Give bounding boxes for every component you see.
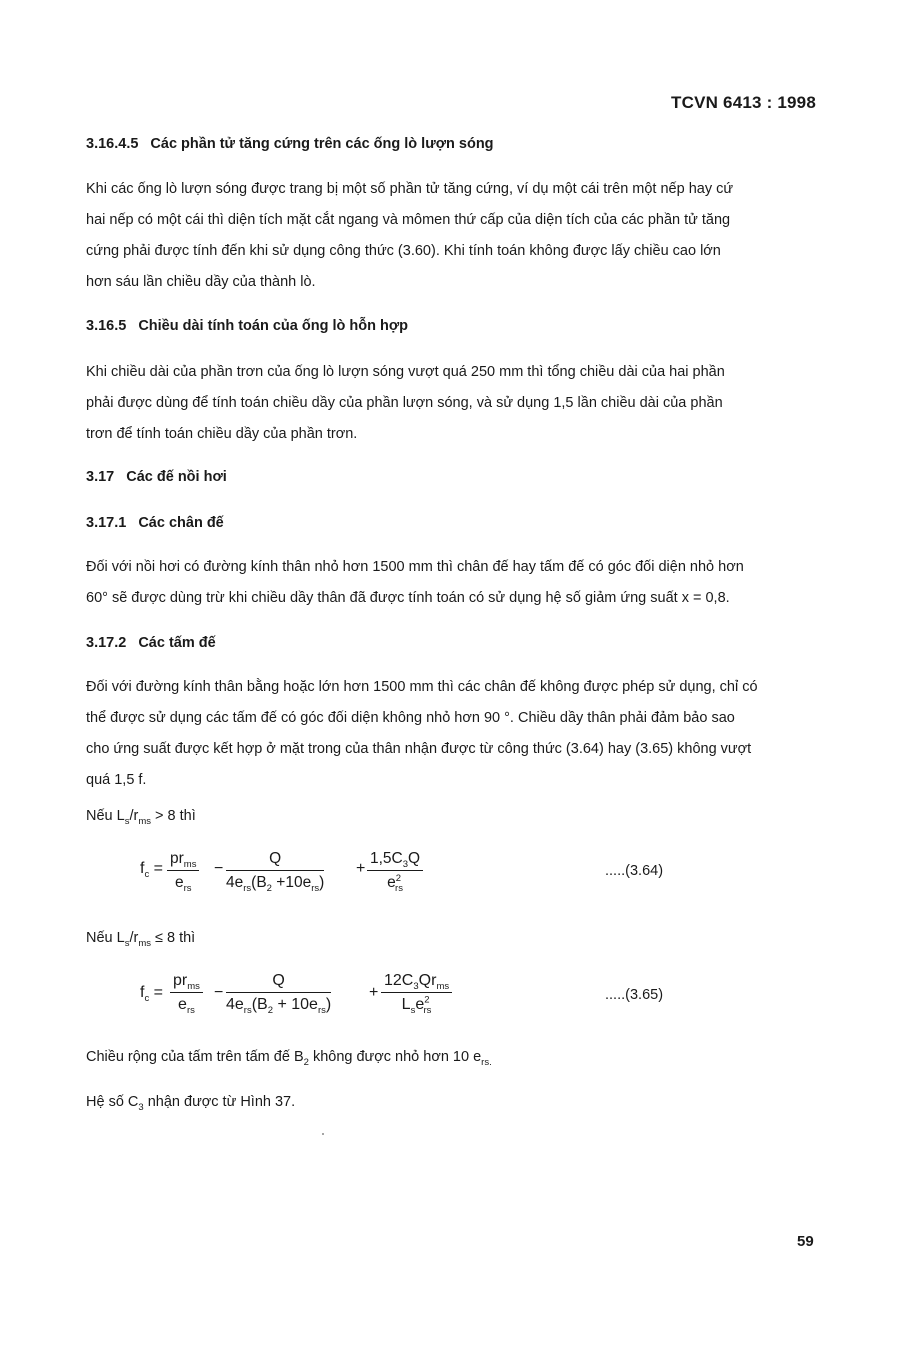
numerator: Q bbox=[226, 850, 324, 871]
subscript: 3 bbox=[402, 859, 409, 871]
numerator bbox=[170, 972, 203, 993]
paragraph-line: cứng phải được tính đến khi sử dụng công thức (3.60). Khi tính toán không được lấy chiều cao lớn bbox=[86, 243, 721, 259]
subscript: ms bbox=[138, 937, 151, 949]
symbol: 4e bbox=[226, 874, 244, 891]
subscript: s bbox=[124, 937, 130, 949]
denominator bbox=[170, 993, 203, 1017]
subscript: s bbox=[410, 1005, 416, 1017]
paragraph-line: Đối với nồi hơi có đường kính thân nhỏ hơn 1500 mm thì chân đế hay tấm đế có góc đối diện nhỏ hơn bbox=[86, 559, 744, 575]
note-text: nhận được từ Hình 37. bbox=[143, 1094, 296, 1110]
paragraph-line: hơn sáu lần chiều dầy của thành lò. bbox=[86, 274, 316, 290]
fraction-term-2 bbox=[226, 972, 332, 1017]
section-number: 3.16.4.5 bbox=[86, 136, 139, 152]
subscript: rs bbox=[395, 883, 403, 895]
subscript: ms bbox=[183, 859, 197, 871]
symbol: e bbox=[415, 996, 425, 1013]
paragraph-saddles bbox=[86, 552, 816, 614]
formula-lhs bbox=[140, 860, 163, 881]
condition-text: /r bbox=[129, 808, 139, 824]
equation-number: .....(3.65) bbox=[605, 987, 664, 1003]
section-heading-3-17-2 bbox=[86, 635, 216, 651]
paragraph-line: cho ứng suất được kết hợp ở mặt trong của thân nhận được từ công thức (3.64) hay (3.65) không vượt bbox=[86, 741, 752, 757]
subscript: 3 bbox=[138, 1101, 144, 1113]
paragraph-line: Đối với đường kính thân bằng hoặc lớn hơn 1500 mm thì các chân đế không được phép sử dụng, chỉ có bbox=[86, 679, 758, 695]
section-title: Chiều dài tính toán của ống lò hỗn hợp bbox=[138, 318, 409, 334]
section-title: Các tấm đế bbox=[138, 635, 216, 651]
section-number: 3.16.5 bbox=[86, 318, 127, 334]
symbol: Qr bbox=[418, 972, 437, 989]
subscript: rs. bbox=[481, 1056, 492, 1068]
section-heading-3-16-5 bbox=[86, 318, 408, 334]
symbol: L bbox=[401, 996, 411, 1013]
subscript: s bbox=[124, 815, 130, 827]
symbol: ) bbox=[325, 996, 332, 1013]
section-title: Các đế nồi hơi bbox=[126, 469, 227, 485]
section-title: Các phần tử tăng cứng trên các ống lò lượn sóng bbox=[150, 136, 494, 152]
symbol: +10e bbox=[271, 874, 312, 891]
subscript: ms bbox=[436, 981, 450, 993]
note-text: không được nhỏ hơn 10 e bbox=[308, 1049, 482, 1065]
numerator: Q bbox=[226, 972, 331, 993]
symbol: pr bbox=[173, 972, 188, 989]
note-plate-width bbox=[86, 1049, 492, 1068]
paragraph-line: Khi chiều dài của phần trơn của ống lò lượn sóng vượt quá 250 mm thì tổng chiều dài của hai phần bbox=[86, 364, 725, 380]
condition-text: > 8 thì bbox=[150, 808, 196, 824]
paragraph-support-plates bbox=[86, 672, 816, 796]
formula-lhs bbox=[140, 984, 163, 1005]
minus-sign: − bbox=[214, 984, 224, 1001]
section-heading-3-16-4-5 bbox=[86, 136, 494, 152]
denominator bbox=[226, 993, 332, 1017]
paragraph-stiffeners bbox=[86, 174, 816, 298]
equals-sign: = bbox=[153, 984, 163, 1001]
condition-le-8 bbox=[86, 930, 196, 949]
superscript: 2 bbox=[424, 994, 430, 1006]
symbol: ) bbox=[319, 874, 325, 891]
paragraph-line: trơn để tính toán chiều dầy của phần trơn. bbox=[86, 426, 358, 442]
subscript: ms bbox=[138, 815, 151, 827]
symbol: pr bbox=[170, 850, 184, 867]
symbol: 4e bbox=[226, 996, 244, 1013]
symbol: e bbox=[178, 996, 187, 1013]
symbol: + 10e bbox=[273, 996, 318, 1013]
condition-text: /r bbox=[129, 930, 139, 946]
subscript: ms bbox=[187, 981, 200, 993]
numerator bbox=[367, 850, 423, 871]
numerator bbox=[167, 850, 199, 871]
denominator bbox=[381, 993, 452, 1017]
section-heading-3-17-1 bbox=[86, 515, 224, 531]
fraction-term-1 bbox=[167, 850, 199, 895]
paragraph-combined-furnace bbox=[86, 357, 816, 450]
fraction-term-3 bbox=[381, 972, 452, 1017]
symbol: 1,5C bbox=[370, 850, 403, 867]
symbol: f bbox=[140, 860, 145, 877]
condition-text: ≤ 8 thì bbox=[150, 930, 196, 946]
paragraph-line: thể được sử dụng các tấm đế có góc đối diện không nhỏ hơn 90 °. Chiều dầy thân phải đảm bảo sao bbox=[86, 710, 735, 726]
equals-sign: = bbox=[153, 860, 163, 877]
subscript: 2 bbox=[303, 1056, 309, 1068]
paragraph-line: quá 1,5 f. bbox=[86, 772, 147, 788]
subscript: c bbox=[144, 869, 150, 881]
condition-text: Nếu L bbox=[86, 808, 125, 824]
subscript: rs bbox=[311, 883, 320, 895]
fraction-term-3 bbox=[367, 850, 423, 895]
condition-gt-8 bbox=[86, 808, 196, 827]
page-number: 59 bbox=[797, 1233, 814, 1250]
symbol: e bbox=[387, 874, 396, 891]
subscript: rs bbox=[186, 1005, 195, 1017]
section-heading-3-17 bbox=[86, 469, 227, 485]
superscript: 2 bbox=[395, 872, 402, 884]
symbol: (B bbox=[251, 874, 267, 891]
subscript: 2 bbox=[267, 1005, 274, 1017]
subscript: rs bbox=[423, 1005, 432, 1017]
paragraph-line: Khi các ống lò lượn sóng được trang bị một số phần tử tăng cứng, ví dụ một cái trên một nếp hay cứ bbox=[86, 181, 734, 197]
subscript: rs bbox=[243, 883, 252, 895]
paragraph-line: phải được dùng để tính toán chiều dầy của phần lượn sóng, và sử dụng 1,5 lần chiều dài của phần bbox=[86, 395, 723, 411]
symbol: (B bbox=[251, 996, 268, 1013]
subscript: c bbox=[144, 993, 150, 1005]
subscript: rs bbox=[317, 1005, 326, 1017]
subscript: rs bbox=[183, 883, 192, 895]
note-text: Hệ số C bbox=[86, 1094, 139, 1110]
plus-sign: + bbox=[369, 984, 379, 1001]
denominator bbox=[367, 871, 423, 895]
section-number: 3.17.1 bbox=[86, 515, 127, 531]
symbol: 12C bbox=[384, 972, 414, 989]
numerator bbox=[381, 972, 452, 993]
condition-text: Nếu L bbox=[86, 930, 125, 946]
section-title: Các chân đế bbox=[138, 515, 224, 531]
scan-speck bbox=[322, 1133, 324, 1135]
denominator bbox=[226, 871, 325, 895]
note-text: Chiều rộng của tấm trên tấm đế B bbox=[86, 1049, 304, 1065]
symbol: f bbox=[140, 984, 145, 1001]
minus-sign: − bbox=[214, 860, 224, 877]
plus-sign: + bbox=[356, 860, 366, 877]
section-number: 3.17 bbox=[86, 469, 115, 485]
note-c3 bbox=[86, 1094, 296, 1113]
subscript: rs bbox=[243, 1005, 252, 1017]
paragraph-line: hai nếp có một cái thì diện tích mặt cắt ngang và mômen thứ cấp của diện tích của các phần tử tăng bbox=[86, 212, 731, 228]
section-number: 3.17.2 bbox=[86, 635, 127, 651]
equation-number: .....(3.64) bbox=[605, 863, 664, 879]
denominator bbox=[167, 871, 199, 895]
standard-header: TCVN 6413 : 1998 bbox=[671, 93, 816, 112]
subscript: 2 bbox=[266, 883, 272, 895]
symbol: e bbox=[174, 874, 184, 891]
fraction-term-1 bbox=[170, 972, 203, 1017]
symbol: Q bbox=[408, 850, 421, 867]
paragraph-line: 60° sẽ được dùng trừ khi chiều dầy thân đã được tính toán có sử dụng hệ số giảm ứng suất x = 0,8. bbox=[86, 590, 730, 606]
subscript: 3 bbox=[413, 981, 419, 993]
fraction-term-2 bbox=[226, 850, 325, 895]
